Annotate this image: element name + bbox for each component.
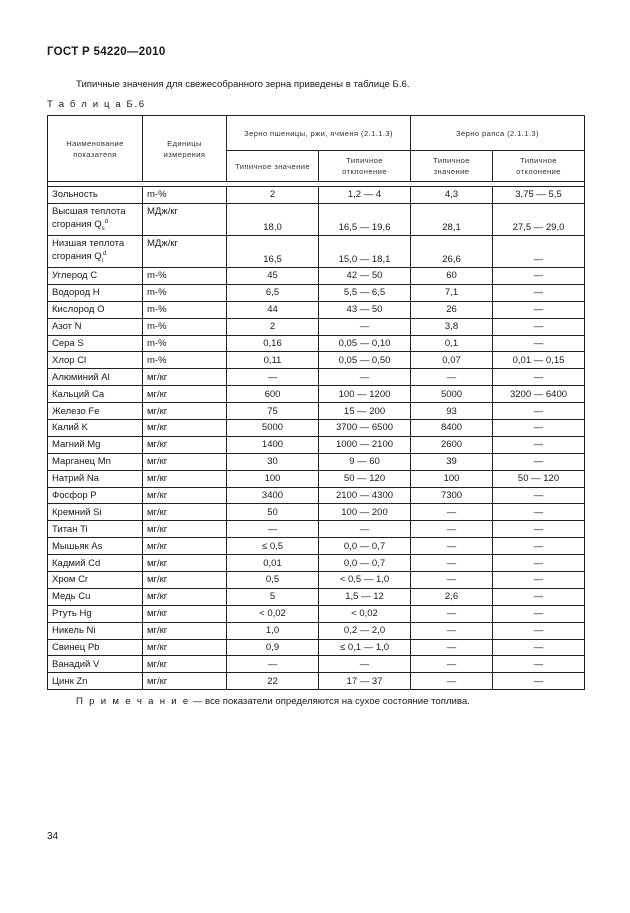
grain-typical-deviation-cell: 17 — 37 <box>319 673 411 690</box>
superscript: d <box>104 218 108 225</box>
rapeseed-typical-deviation-cell: — <box>493 335 585 352</box>
grain-typical-deviation-cell: 9 — 60 <box>319 453 411 470</box>
grain-typical-value-cell: 75 <box>227 403 319 420</box>
grain-typical-deviation-cell: 15,0 — 18,1 <box>319 235 411 267</box>
unit-cell: мг/кг <box>143 436 227 453</box>
grain-typical-deviation-cell: 3700 — 6500 <box>319 420 411 437</box>
indicator-name-cell: Цинк Zn <box>48 673 143 690</box>
rapeseed-typical-value-cell: — <box>411 521 493 538</box>
header-grain-wheat: Зерно пшеницы, ржи, ячменя (2.1.1.3) <box>227 116 411 151</box>
indicator-name-cell: Азот N <box>48 318 143 335</box>
indicator-name-cell: Титан Ti <box>48 521 143 538</box>
header-name: Наименование показателя <box>48 116 143 182</box>
unit-cell: мг/кг <box>143 487 227 504</box>
rapeseed-typical-value-cell: 7300 <box>411 487 493 504</box>
table-row <box>48 284 585 301</box>
indicator-name-cell: Марганец Mn <box>48 453 143 470</box>
grain-typical-deviation-cell: 0,05 — 0,50 <box>319 352 411 369</box>
table-row <box>48 639 585 656</box>
intro-paragraph: Типичные значения для свежесобранного зерна приведены в таблице Б.6. <box>76 79 410 90</box>
indicator-name-text: Низшая теплота сгорания Q <box>52 237 125 263</box>
rapeseed-typical-value-cell: 3,8 <box>411 318 493 335</box>
rapeseed-typical-deviation-cell: — <box>493 538 585 555</box>
unit-cell: мг/кг <box>143 420 227 437</box>
table-row <box>48 656 585 673</box>
unit-cell: m-% <box>143 352 227 369</box>
rapeseed-typical-value-cell: 28,1 <box>411 203 493 235</box>
unit-cell: мг/кг <box>143 403 227 420</box>
indicator-name-cell: Магний Mg <box>48 436 143 453</box>
rapeseed-typical-value-cell: 0,1 <box>411 335 493 352</box>
unit-cell: m-% <box>143 318 227 335</box>
unit-cell: мг/кг <box>143 555 227 572</box>
indicator-name-cell <box>48 235 143 267</box>
rapeseed-typical-value-cell: 5000 <box>411 386 493 403</box>
grain-typical-value-cell: 30 <box>227 453 319 470</box>
indicator-name-cell: Кадмий Cd <box>48 555 143 572</box>
unit-cell: m-% <box>143 187 227 204</box>
rapeseed-typical-deviation-cell: — <box>493 656 585 673</box>
grain-typical-deviation-cell: 100 — 200 <box>319 504 411 521</box>
grain-typical-value-cell: 0,01 <box>227 555 319 572</box>
indicator-name-cell: Железо Fe <box>48 403 143 420</box>
rapeseed-typical-deviation-cell: — <box>493 521 585 538</box>
indicator-name-cell: Фосфор P <box>48 487 143 504</box>
rapeseed-typical-deviation-cell: — <box>493 572 585 589</box>
page-number: 34 <box>47 831 59 842</box>
rapeseed-typical-value-cell: — <box>411 504 493 521</box>
rapeseed-typical-deviation-cell: — <box>493 284 585 301</box>
rapeseed-typical-value-cell: — <box>411 622 493 639</box>
rapeseed-typical-deviation-cell: — <box>493 487 585 504</box>
table-row <box>48 605 585 622</box>
grain-typical-deviation-cell: 2100 — 4300 <box>319 487 411 504</box>
grain-typical-deviation-cell: 0,2 — 2,0 <box>319 622 411 639</box>
indicator-name-cell: Свинец Pb <box>48 639 143 656</box>
grain-typical-deviation-cell: 0,05 — 0,10 <box>319 335 411 352</box>
unit-cell: мг/кг <box>143 538 227 555</box>
rapeseed-typical-deviation-cell: — <box>493 235 585 267</box>
superscript: d <box>102 250 107 257</box>
grain-typical-value-cell: 0,11 <box>227 352 319 369</box>
table-row <box>48 588 585 605</box>
rapeseed-typical-value-cell: 8400 <box>411 420 493 437</box>
table-body <box>48 182 585 690</box>
grain-typical-value-cell: ≤ 0,5 <box>227 538 319 555</box>
rapeseed-typical-deviation-cell: 50 — 120 <box>493 470 585 487</box>
subscript: s <box>101 225 105 232</box>
rapeseed-typical-value-cell: 7,1 <box>411 284 493 301</box>
indicator-name-text: Высшая теплота сгорания Q <box>52 205 126 231</box>
rapeseed-typical-deviation-cell: — <box>493 673 585 690</box>
unit-cell: мг/кг <box>143 588 227 605</box>
rapeseed-typical-deviation-cell: — <box>493 555 585 572</box>
rapeseed-typical-deviation-cell: — <box>493 639 585 656</box>
table-row <box>48 318 585 335</box>
grain-typical-value-cell: 6,5 <box>227 284 319 301</box>
header-grain-rapeseed: Зерно рапса (2.1.1.3) <box>411 116 585 151</box>
grain-typical-value-cell: 45 <box>227 267 319 284</box>
grain-typical-value-cell: 50 <box>227 504 319 521</box>
table-row <box>48 352 585 369</box>
rapeseed-typical-deviation-cell: — <box>493 369 585 386</box>
grain-typical-value-cell: 22 <box>227 673 319 690</box>
indicator-name-cell: Натрий Na <box>48 470 143 487</box>
grain-typical-value-cell: 1,0 <box>227 622 319 639</box>
table-row <box>48 673 585 690</box>
grain-typical-value-cell: 0,5 <box>227 572 319 589</box>
table-row <box>48 403 585 420</box>
rapeseed-typical-deviation-cell: — <box>493 605 585 622</box>
grain-typical-deviation-cell: — <box>319 656 411 673</box>
rapeseed-typical-value-cell: 93 <box>411 403 493 420</box>
table-row <box>48 187 585 204</box>
grain-typical-deviation-cell: < 0,5 — 1,0 <box>319 572 411 589</box>
indicator-name-cell: Калий K <box>48 420 143 437</box>
rapeseed-typical-deviation-cell: — <box>493 436 585 453</box>
unit-cell: мг/кг <box>143 639 227 656</box>
grain-typical-deviation-cell: 100 — 1200 <box>319 386 411 403</box>
grain-typical-value-cell: < 0,02 <box>227 605 319 622</box>
note-label: П р и м е ч а н и е <box>76 696 191 707</box>
rapeseed-typical-value-cell: — <box>411 673 493 690</box>
unit-cell: мг/кг <box>143 521 227 538</box>
table-row <box>48 555 585 572</box>
table-row <box>48 453 585 470</box>
unit-cell: m-% <box>143 301 227 318</box>
indicator-name-cell: Сера S <box>48 335 143 352</box>
unit-cell: мг/кг <box>143 622 227 639</box>
unit-cell: m-% <box>143 335 227 352</box>
grain-typical-deviation-cell: 15 — 200 <box>319 403 411 420</box>
rapeseed-typical-value-cell: 60 <box>411 267 493 284</box>
grain-typical-value-cell: — <box>227 656 319 673</box>
table-row <box>48 572 585 589</box>
indicator-name-cell: Водород H <box>48 284 143 301</box>
grain-typical-deviation-cell: 5,5 — 6,5 <box>319 284 411 301</box>
table-note <box>76 696 470 707</box>
unit-cell: m-% <box>143 284 227 301</box>
rapeseed-typical-value-cell: 26,6 <box>411 235 493 267</box>
indicator-name-cell: Кальций Ca <box>48 386 143 403</box>
rapeseed-typical-value-cell: 26 <box>411 301 493 318</box>
unit-cell: МДж/кг <box>143 235 227 267</box>
unit-cell: мг/кг <box>143 656 227 673</box>
grain-typical-deviation-cell: 50 — 120 <box>319 470 411 487</box>
grain-typical-deviation-cell: 43 — 50 <box>319 301 411 318</box>
rapeseed-typical-deviation-cell: — <box>493 622 585 639</box>
indicator-name-cell <box>48 203 143 235</box>
rapeseed-typical-deviation-cell: — <box>493 453 585 470</box>
grain-typical-value-cell: 2 <box>227 318 319 335</box>
grain-typical-deviation-cell: — <box>319 318 411 335</box>
table-row <box>48 203 585 235</box>
grain-typical-value-cell: — <box>227 369 319 386</box>
rapeseed-typical-deviation-cell: — <box>493 504 585 521</box>
grain-typical-deviation-cell: 0,0 — 0,7 <box>319 555 411 572</box>
table-row <box>48 538 585 555</box>
unit-cell: m-% <box>143 267 227 284</box>
header-unit: Единицы измерения <box>143 116 227 182</box>
indicator-name-cell: Алюминий Al <box>48 369 143 386</box>
grain-typical-deviation-cell: ≤ 0,1 — 1,0 <box>319 639 411 656</box>
table-row <box>48 521 585 538</box>
table-row <box>48 335 585 352</box>
table-row <box>48 386 585 403</box>
indicator-name-cell: Зольность <box>48 187 143 204</box>
grain-typical-value-cell: 16,5 <box>227 235 319 267</box>
rapeseed-typical-value-cell: — <box>411 572 493 589</box>
grain-typical-deviation-cell: — <box>319 369 411 386</box>
unit-cell: мг/кг <box>143 386 227 403</box>
rapeseed-typical-value-cell: — <box>411 555 493 572</box>
indicator-name-cell: Кислород O <box>48 301 143 318</box>
rapeseed-typical-deviation-cell: — <box>493 267 585 284</box>
rapeseed-typical-deviation-cell: — <box>493 588 585 605</box>
indicator-name-cell: Ртуть Hg <box>48 605 143 622</box>
grain-typical-value-cell: 0,9 <box>227 639 319 656</box>
rapeseed-typical-deviation-cell: 3200 — 6400 <box>493 386 585 403</box>
data-table <box>47 115 585 690</box>
grain-typical-value-cell: 0,16 <box>227 335 319 352</box>
rapeseed-typical-value-cell: — <box>411 605 493 622</box>
table-row <box>48 504 585 521</box>
unit-cell: мг/кг <box>143 504 227 521</box>
grain-typical-value-cell: 3400 <box>227 487 319 504</box>
unit-cell: мг/кг <box>143 572 227 589</box>
table-caption: Т а б л и ц а Б.6 <box>47 99 146 110</box>
table-row <box>48 487 585 504</box>
rapeseed-typical-deviation-cell: 27,5 — 29,0 <box>493 203 585 235</box>
table-row <box>48 420 585 437</box>
grain-typical-value-cell: 100 <box>227 470 319 487</box>
unit-cell: мг/кг <box>143 470 227 487</box>
grain-typical-value-cell: — <box>227 521 319 538</box>
indicator-name-cell: Мышьяк As <box>48 538 143 555</box>
grain-typical-value-cell: 44 <box>227 301 319 318</box>
grain-typical-deviation-cell: 42 — 50 <box>319 267 411 284</box>
header-typical-deviation: Типичное отклонение <box>319 151 411 182</box>
rapeseed-typical-deviation-cell: — <box>493 403 585 420</box>
rapeseed-typical-deviation-cell: — <box>493 301 585 318</box>
grain-typical-deviation-cell: < 0,02 <box>319 605 411 622</box>
table-row <box>48 436 585 453</box>
table-row <box>48 369 585 386</box>
grain-typical-deviation-cell: 16,5 — 19,6 <box>319 203 411 235</box>
grain-typical-value-cell: 1400 <box>227 436 319 453</box>
rapeseed-typical-value-cell: 100 <box>411 470 493 487</box>
subscript: i <box>101 257 103 264</box>
rapeseed-typical-deviation-cell: 0,01 — 0,15 <box>493 352 585 369</box>
indicator-name-cell: Хром Cr <box>48 572 143 589</box>
grain-typical-deviation-cell: — <box>319 521 411 538</box>
rapeseed-typical-deviation-cell: 3,75 — 5,5 <box>493 187 585 204</box>
rapeseed-typical-value-cell: 4,3 <box>411 187 493 204</box>
grain-typical-deviation-cell: 1,2 — 4 <box>319 187 411 204</box>
grain-typical-value-cell: 18,0 <box>227 203 319 235</box>
rapeseed-typical-value-cell: 2600 <box>411 436 493 453</box>
table-row <box>48 470 585 487</box>
grain-typical-deviation-cell: 1000 — 2100 <box>319 436 411 453</box>
rapeseed-typical-value-cell: — <box>411 538 493 555</box>
rapeseed-typical-value-cell: — <box>411 639 493 656</box>
grain-typical-value-cell: 600 <box>227 386 319 403</box>
rapeseed-typical-value-cell: 2,6 <box>411 588 493 605</box>
unit-cell: мг/кг <box>143 605 227 622</box>
grain-typical-deviation-cell: 0,0 — 0,7 <box>319 538 411 555</box>
rapeseed-typical-deviation-cell: — <box>493 420 585 437</box>
note-text: — все показатели определяются на сухое состояние топлива. <box>190 696 470 707</box>
unit-cell: мг/кг <box>143 453 227 470</box>
indicator-name-cell: Никель Ni <box>48 622 143 639</box>
table-row <box>48 622 585 639</box>
grain-typical-value-cell: 5 <box>227 588 319 605</box>
rapeseed-typical-deviation-cell: — <box>493 318 585 335</box>
standard-designation: ГОСТ Р 54220—2010 <box>47 46 166 58</box>
table-row <box>48 267 585 284</box>
indicator-name-cell: Кремний Si <box>48 504 143 521</box>
unit-cell: МДж/кг <box>143 203 227 235</box>
indicator-name-cell: Медь Cu <box>48 588 143 605</box>
rapeseed-typical-value-cell: 0,07 <box>411 352 493 369</box>
grain-typical-value-cell: 2 <box>227 187 319 204</box>
unit-cell: мг/кг <box>143 673 227 690</box>
rapeseed-typical-value-cell: — <box>411 369 493 386</box>
indicator-name-cell: Ванадий V <box>48 656 143 673</box>
indicator-name-cell: Хлор Cl <box>48 352 143 369</box>
indicator-name-cell: Углерод C <box>48 267 143 284</box>
table-row <box>48 301 585 318</box>
header-typical-value: Типичное значение <box>411 151 493 182</box>
header-typical-value: Типичное значение <box>227 151 319 182</box>
header-typical-deviation: Типичное отклонение <box>493 151 585 182</box>
table-row <box>48 235 585 267</box>
grain-typical-deviation-cell: 1,5 — 12 <box>319 588 411 605</box>
rapeseed-typical-value-cell: 39 <box>411 453 493 470</box>
unit-cell: мг/кг <box>143 369 227 386</box>
rapeseed-typical-value-cell: — <box>411 656 493 673</box>
grain-typical-value-cell: 5000 <box>227 420 319 437</box>
